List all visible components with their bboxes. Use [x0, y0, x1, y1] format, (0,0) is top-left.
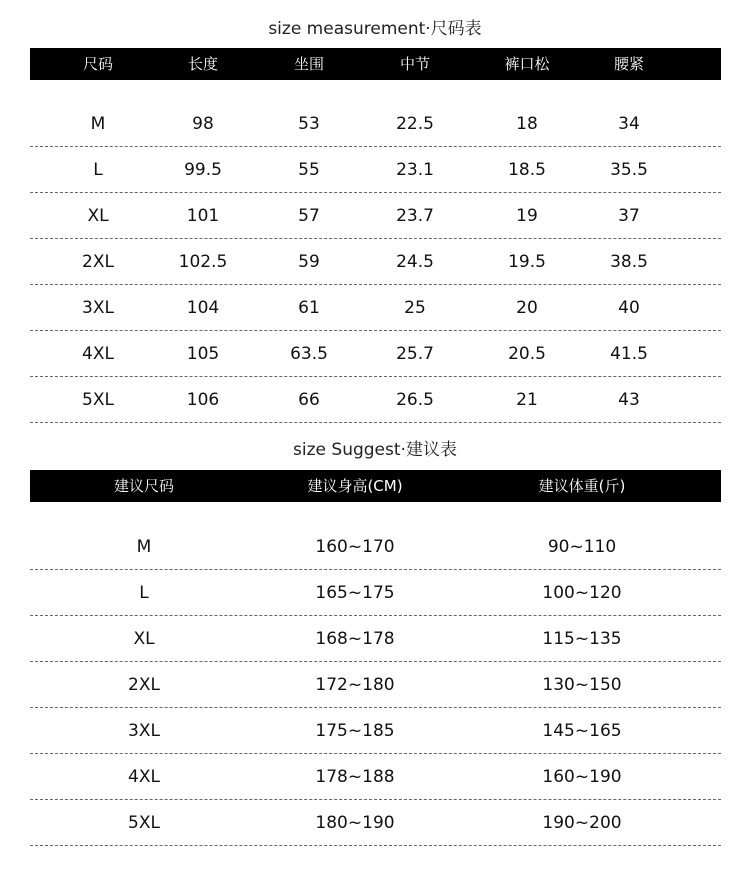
cell-seat: 66: [298, 390, 320, 410]
header-length: 长度: [187, 55, 219, 73]
measurement-title: size measurement·尺码表: [268, 19, 482, 39]
table-row: [30, 754, 721, 800]
cell-leg-opening: 20.5: [508, 344, 546, 364]
cell-suggest-weight: 90~110: [547, 537, 617, 557]
cell-waist: 43: [618, 390, 640, 410]
cell-suggest-size: 4XL: [128, 767, 160, 787]
cell-suggest-weight: 100~120: [542, 583, 622, 603]
cell-size: 4XL: [82, 344, 114, 364]
cell-seat: 55: [298, 160, 320, 180]
table-row: [30, 285, 721, 331]
table-row: [30, 708, 721, 754]
cell-size: XL: [87, 206, 109, 226]
cell-leg-opening: 19: [516, 206, 538, 226]
cell-suggest-size: 2XL: [128, 675, 160, 695]
cell-length: 104: [186, 298, 220, 318]
measurement-header: [30, 48, 721, 80]
table-row: [30, 662, 721, 708]
cell-leg-opening: 18: [516, 114, 538, 134]
cell-length: 106: [186, 390, 220, 410]
cell-suggest-height: 168~178: [315, 629, 395, 649]
cell-middle: 25.7: [396, 344, 434, 364]
table-row: [30, 147, 721, 193]
cell-suggest-size: L: [139, 583, 149, 603]
cell-waist: 40: [618, 298, 640, 318]
cell-suggest-height: 180~190: [315, 813, 395, 833]
cell-length: 99.5: [184, 160, 222, 180]
cell-waist: 37: [618, 206, 640, 226]
cell-waist: 34: [618, 114, 640, 134]
table-row: [30, 193, 721, 239]
cell-seat: 61: [298, 298, 320, 318]
cell-size: 3XL: [82, 298, 114, 318]
cell-length: 101: [186, 206, 220, 226]
cell-seat: 63.5: [290, 344, 328, 364]
cell-size: 5XL: [82, 390, 114, 410]
cell-waist: 38.5: [610, 252, 648, 272]
cell-suggest-size: 5XL: [128, 813, 160, 833]
cell-length: 98: [192, 114, 214, 134]
header-leg-opening: 裤口松: [504, 55, 550, 73]
table-row: [30, 524, 721, 570]
table-row: [30, 800, 721, 846]
header-suggest-weight: 建议体重(斤): [538, 477, 626, 495]
cell-suggest-weight: 130~150: [542, 675, 622, 695]
cell-middle: 25: [404, 298, 426, 318]
cell-seat: 53: [298, 114, 320, 134]
cell-middle: 24.5: [396, 252, 434, 272]
cell-middle: 26.5: [396, 390, 434, 410]
cell-suggest-height: 165~175: [315, 583, 395, 603]
cell-middle: 22.5: [396, 114, 434, 134]
cell-suggest-height: 175~185: [315, 721, 395, 741]
table-row: [30, 616, 721, 662]
cell-size: 2XL: [82, 252, 114, 272]
header-suggest-height: 建议身高(CM): [307, 477, 403, 495]
table-row: [30, 101, 721, 147]
cell-suggest-height: 160~170: [315, 537, 395, 557]
cell-suggest-size: M: [136, 537, 152, 557]
header-waist: 腰紧: [613, 55, 645, 73]
cell-leg-opening: 20: [516, 298, 538, 318]
cell-suggest-weight: 145~165: [542, 721, 622, 741]
table-row: [30, 570, 721, 616]
header-seat: 坐围: [293, 55, 325, 73]
cell-suggest-weight: 115~135: [542, 629, 622, 649]
cell-waist: 35.5: [610, 160, 648, 180]
cell-suggest-weight: 190~200: [542, 813, 622, 833]
cell-length: 102.5: [178, 252, 228, 272]
cell-leg-opening: 19.5: [508, 252, 546, 272]
header-middle: 中节: [399, 55, 431, 73]
header-suggest-size: 建议尺码: [113, 477, 175, 495]
suggest-header: [30, 470, 721, 502]
table-row: [30, 239, 721, 285]
table-row: [30, 377, 721, 423]
header-size: 尺码: [82, 55, 114, 73]
cell-middle: 23.1: [396, 160, 434, 180]
cell-leg-opening: 18.5: [508, 160, 546, 180]
cell-seat: 59: [298, 252, 320, 272]
cell-size: M: [90, 114, 106, 134]
cell-suggest-height: 178~188: [315, 767, 395, 787]
cell-middle: 23.7: [396, 206, 434, 226]
cell-seat: 57: [298, 206, 320, 226]
suggest-title: size Suggest·建议表: [293, 440, 457, 460]
cell-leg-opening: 21: [516, 390, 538, 410]
cell-size: L: [93, 160, 103, 180]
cell-suggest-size: 3XL: [128, 721, 160, 741]
table-row: [30, 331, 721, 377]
cell-suggest-weight: 160~190: [542, 767, 622, 787]
cell-suggest-size: XL: [133, 629, 155, 649]
cell-length: 105: [186, 344, 220, 364]
cell-suggest-height: 172~180: [315, 675, 395, 695]
cell-waist: 41.5: [610, 344, 648, 364]
